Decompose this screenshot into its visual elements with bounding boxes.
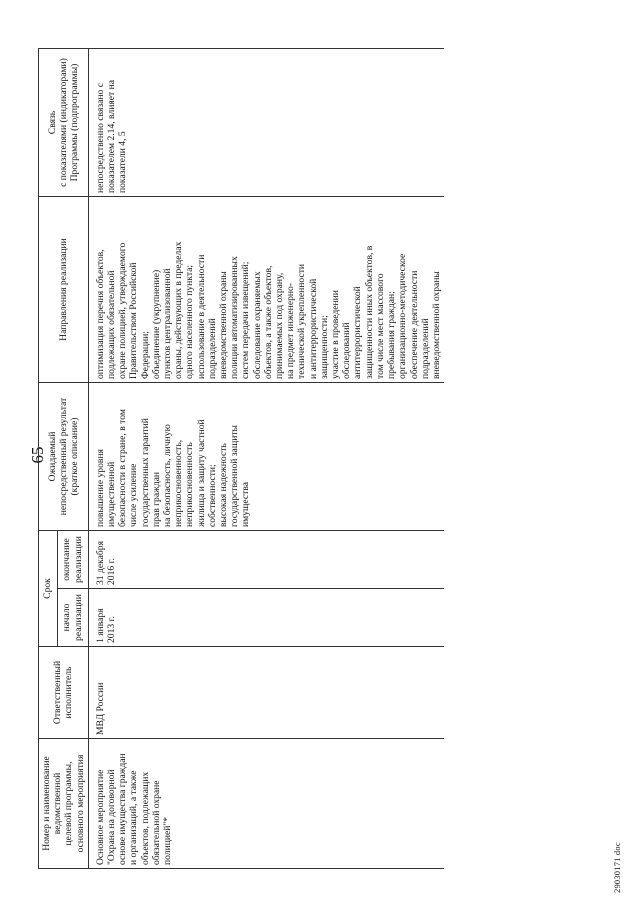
header-expected-result: Ожидаемый непосредственный результат (краткое описание) (39, 383, 89, 531)
cell-end: 31 декабря 2016 г. (88, 531, 444, 589)
cell-directions: оптимизация перечня объектов, подлежащих обязательной охране полицией, утверждаемого Правительством Российской Федерации; объединение (укрупнение) пунктов централизованной охраны, действующих в пределах одного населенного пункта; использование в деятельности подразделений вневедомственной охраны полиции автоматизированных систем передачи извещений; обследование охраняемых объектов, а также объектов, принимаемых под охрану, на предмет инженерно- технической укрепленности и антитеррористической защищенности; участие в проведении обследований антитеррористической защищенности иных объектов, в том числе мест массового пребывания граждан; организационно-методическое обеспечение деятельности подразделений вневедомственной охраны (88, 197, 444, 383)
header-directions: Направления реализации (39, 197, 89, 383)
cell-expected-result: повышение уровня имущественной безопасности в стране, в том числе усиление государственных гарантий прав граждан на безопасность, личную неприкосновенность, неприкосновенность жилища и защиту частной собственности; высокая надежность государственной защиты имущества (88, 383, 444, 531)
header-term: Срок (39, 531, 58, 647)
cell-indicator-link: непосредственно связано с показателем 2.14, влияет на показатели 4, 5 (88, 49, 444, 197)
table-row (88, 49, 444, 869)
header-indicator-link: Связь с показателями (индикаторами) Программы (подпрограммы) (39, 49, 89, 197)
header-end: окончание реализации (57, 531, 88, 589)
header-executor: Ответственный исполнитель (39, 647, 89, 739)
cell-program-name: Основное мероприятие "Охрана на договорной основе имущества граждан и организаций, а также объектов, подлежащих обязательной охране полицией"* (88, 739, 444, 869)
header-start: начало реализации (57, 589, 88, 647)
footer-document-code: 29030171 doc (612, 842, 622, 893)
cell-executor: МВД России (88, 647, 444, 739)
page-number: 65 (28, 446, 47, 464)
header-program-name: Номер и наименование ведомственной целевой программы, основного мероприятия (39, 739, 89, 869)
program-table (38, 48, 444, 869)
cell-start: 1 января 2013 г. (88, 589, 444, 647)
